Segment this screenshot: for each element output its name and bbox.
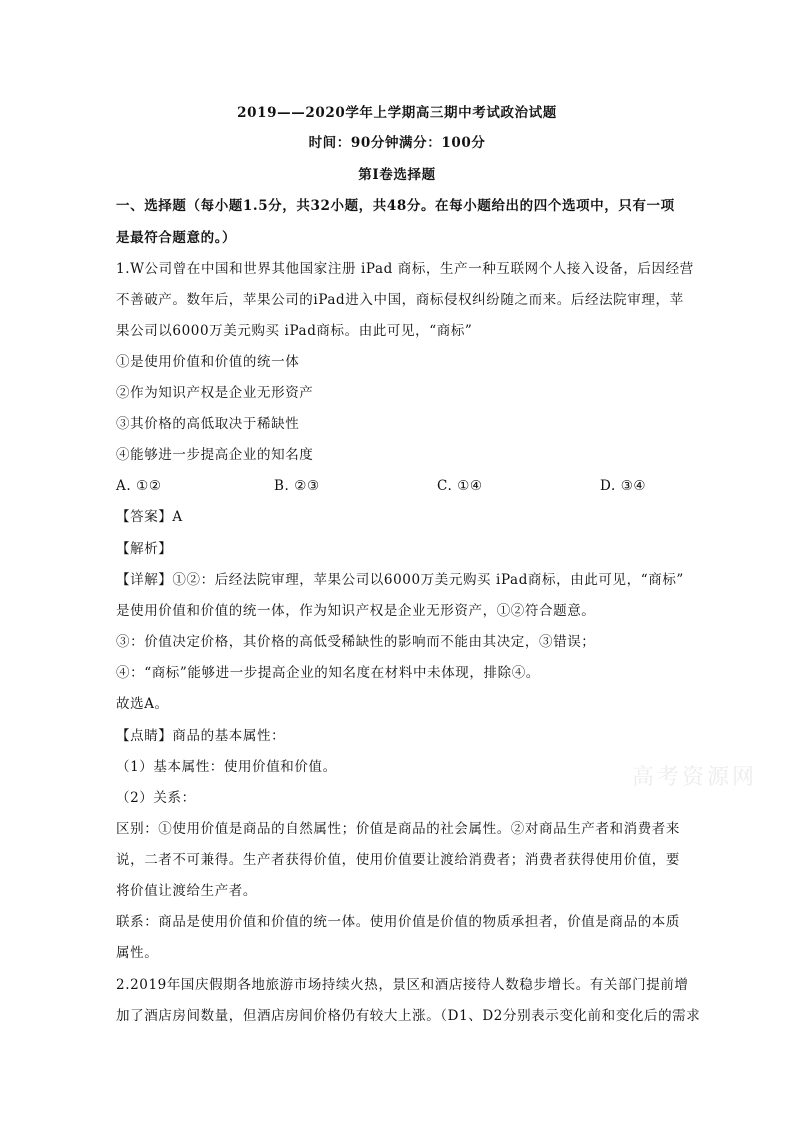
time-info: 时间：90分钟满分：100分 — [308, 135, 486, 151]
q1-stem-line-1: 1.W公司曾在中国和世界其他国家注册 iPad 商标，生产一种互联网个人接入设备，后因经营 — [116, 261, 694, 277]
q1-option-a: A. ①② — [116, 478, 162, 494]
q1-tip-line-8: 属性。 — [116, 945, 159, 961]
q1-detail-line-1: 【详解】①②：后经法院审理，苹果公司以6000万美元购买 iPad商标，由此可见，“商标” — [116, 572, 684, 588]
q1-stem-line-2: 不善破产。数年后，苹果公司的iPad进入中国，商标侵权纠纷随之而来。后经法院审理，苹 — [116, 292, 684, 308]
q1-statement-2: ②作为知识产权是企业无形资产 — [116, 385, 314, 401]
watermark: 高考资源网 — [632, 765, 758, 790]
q1-statement-1: ①是使用价值和价值的统一体 — [116, 354, 300, 370]
q1-statement-3: ③其价格的高低取决于稀缺性 — [116, 416, 300, 432]
q1-tip-line-1: 【点睛】商品的基本属性： — [116, 728, 286, 744]
q1-detail-line-3: ③：价值决定价格，其价格的高低受稀缺性的影响而不能由其决定，③错误； — [116, 634, 596, 650]
q1-option-b: B. ②③ — [274, 478, 320, 494]
q1-tip-line-3: （2）关系： — [116, 790, 196, 806]
q1-tip-line-5: 说，二者不可兼得。生产者获得价值，使用价值要让渡给消费者；消费者获得使用价值，要 — [116, 852, 680, 868]
q1-analysis-label: 【解析】 — [116, 541, 173, 557]
q1-detail-line-2: 是使用价值和价值的统一体，作为知识产权是企业无形资产，①②符合题意。 — [116, 603, 596, 619]
q1-option-c: C. ①④ — [437, 478, 483, 494]
q1-detail-line-4: ④：“商标”能够进一步提高企业的知名度在材料中未体现，排除④。 — [116, 665, 540, 681]
section-instruction-line-2: 是最符合题意的。） — [116, 230, 237, 246]
q1-tip-line-6: 将价值让渡给生产者。 — [116, 883, 257, 899]
exam-title: 2019——2020学年上学期高三期中考试政治试题 — [237, 105, 557, 121]
q1-statement-4: ④能够进一步提高企业的知名度 — [116, 447, 314, 463]
volume-heading: 第Ⅰ卷选择题 — [358, 167, 436, 183]
q2-stem-line-2: 加了酒店房间数量，但酒店房间价格仍有较大上涨。（D1、D2分别表示变化前和变化后的需求 — [116, 1008, 701, 1024]
q1-answer: 【答案】A — [116, 509, 183, 525]
q1-detail-line-5: 故选A。 — [116, 696, 169, 712]
q2-stem-line-1: 2.2019年国庆假期各地旅游市场持续火热，景区和酒店接待人数稳步增长。有关部门提前增 — [116, 977, 689, 993]
q1-stem-line-3: 果公司以6000万美元购买 iPad商标。由此可见，“商标” — [116, 323, 473, 339]
q1-tip-line-4: 区别：①使用价值是商品的自然属性；价值是商品的社会属性。②对商品生产者和消费者来 — [116, 821, 680, 837]
q1-tip-line-7: 联系：商品是使用价值和价值的统一体。使用价值是价值的物质承担者，价值是商品的本质 — [116, 914, 680, 930]
section-instruction-line-1: 一、选择题（每小题1.5分，共32小题，共48分。在每小题给出的四个选项中，只有一项 — [116, 198, 675, 214]
q1-tip-line-2: （1）基本属性：使用价值和价值。 — [116, 759, 337, 775]
q1-option-d: D. ③④ — [600, 478, 647, 494]
